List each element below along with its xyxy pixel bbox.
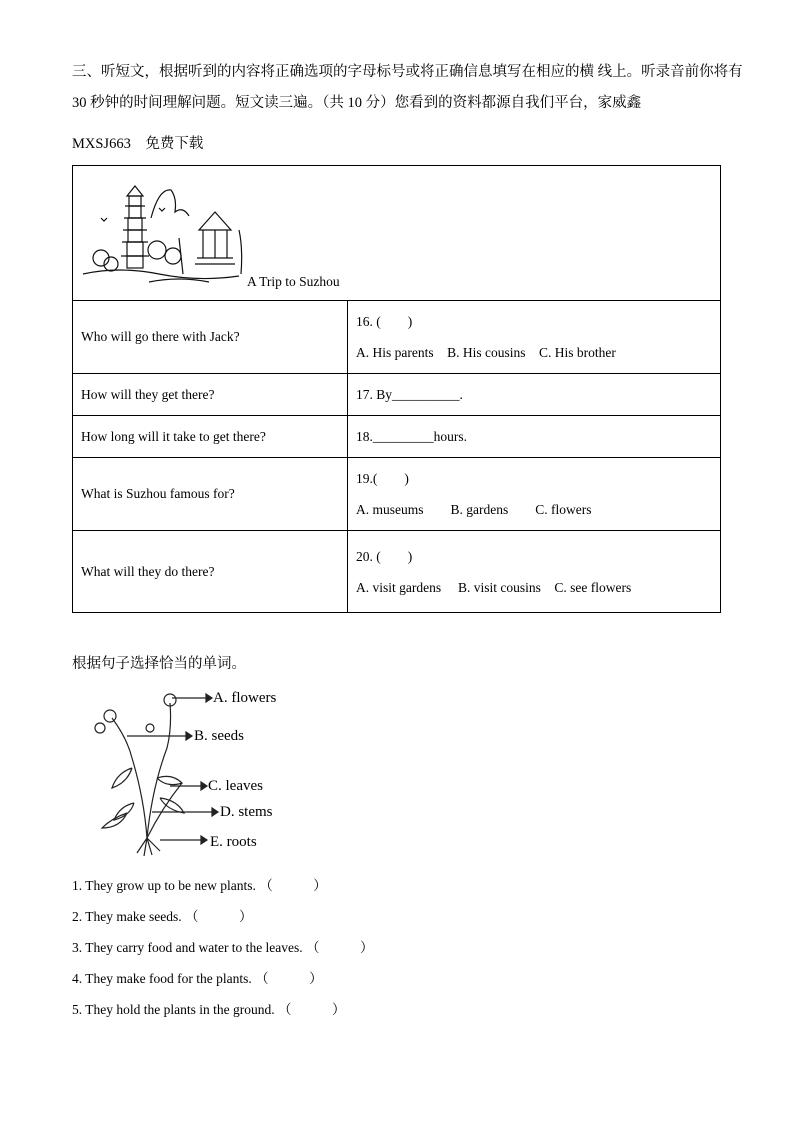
label-flowers: A. flowers — [213, 690, 277, 706]
answer-cell — [348, 458, 721, 531]
answer-cell — [348, 301, 721, 374]
answer-number: 16. ( ) — [356, 314, 413, 329]
question-cell: How will they get there? — [73, 374, 348, 416]
sentence-3: 3. They carry food and water to the leaves. （ ） — [72, 940, 374, 955]
trip-table — [72, 165, 721, 613]
question-cell: How long will it take to get there? — [73, 416, 348, 458]
table-caption: A Trip to Suzhou — [247, 274, 340, 289]
question-cell: What is Suzhou famous for? — [73, 458, 348, 531]
answer-options: A. visit gardens B. visit cousins C. see flowers — [356, 579, 632, 595]
instruction-line-3: MXSJ663 免费下载 — [72, 136, 204, 152]
answer-cell — [348, 531, 721, 613]
answer-options: A. His parents B. His cousins C. His brother — [356, 345, 616, 360]
header-cell — [73, 166, 721, 301]
label-roots: E. roots — [210, 834, 257, 850]
table-header-row — [73, 166, 721, 301]
question-cell: Who will go there with Jack? — [73, 301, 348, 374]
table-row — [73, 531, 721, 613]
section-title: 根据句子选择恰当的单词。 — [72, 656, 246, 672]
sentence-2: 2. They make seeds. （ ） — [72, 909, 253, 924]
answer-cell: 17. By__________. — [348, 374, 721, 416]
table-row — [73, 458, 721, 531]
answer-cell: 18._________hours. — [348, 416, 721, 458]
label-stems: D. stems — [220, 804, 273, 820]
label-seeds: B. seeds — [194, 728, 244, 744]
answer-number: 20. ( ) — [356, 548, 413, 564]
table-row — [73, 374, 721, 416]
question-cell: What will they do there? — [73, 531, 348, 613]
suzhou-landscape-illustration — [79, 178, 249, 288]
sentence-5: 5. They hold the plants in the ground. （ ） — [72, 1002, 346, 1017]
label-leaves: C. leaves — [208, 778, 263, 794]
instruction-line-2: 30 秒钟的时间理解问题。短文读三遍。（共 10 分）您看到的资料都源自我们平台，家威鑫 — [72, 95, 642, 111]
answer-options: A. museums B. gardens C. flowers — [356, 502, 592, 517]
answer-number: 19.( ) — [356, 471, 409, 486]
sentence-1: 1. They grow up to be new plants. （ ） — [72, 878, 327, 893]
sentence-4: 4. They make food for the plants. （ ） — [72, 971, 323, 986]
table-row — [73, 416, 721, 458]
instruction-line-1: 三、听短文，根据听到的内容将正确选项的字母标号或将正确信息填写在相应的横 线上。听录音前你将有 — [72, 64, 743, 80]
plant-illustration — [72, 688, 302, 858]
plant-diagram — [72, 688, 302, 858]
table-row — [73, 301, 721, 374]
